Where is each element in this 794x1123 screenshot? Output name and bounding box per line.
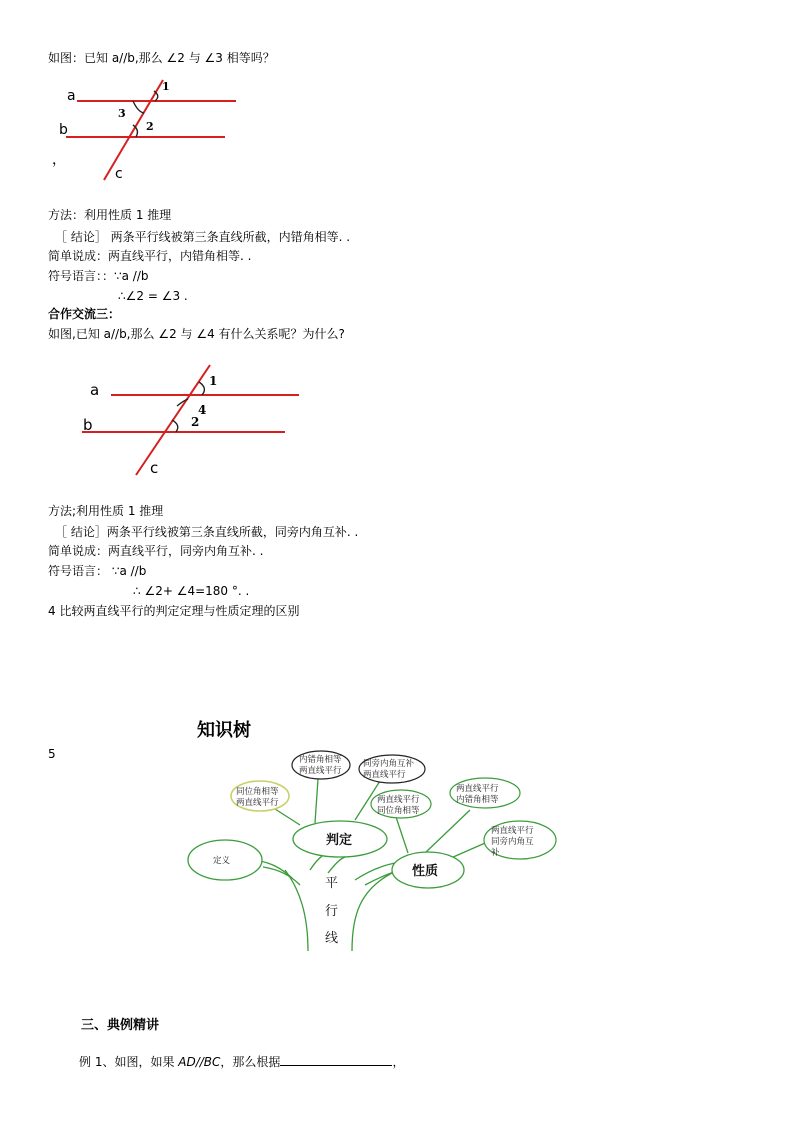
label-a: a <box>90 381 100 399</box>
trunk-char-3: 线 <box>325 931 339 946</box>
node-dingyi-label: 定义 <box>213 856 231 866</box>
symbol-1: 符号语言：：∵a //b <box>48 269 149 283</box>
label-1: 1 <box>209 374 218 388</box>
node-neicuo-xingzhi-l2: 内错角相等 <box>456 795 499 805</box>
symbol-2: 符号语言： ∵a //b <box>48 564 147 578</box>
item-5: 5 <box>48 747 56 761</box>
twig-5 <box>425 810 470 853</box>
figure-1-parallel-lines <box>48 70 288 205</box>
example-1-answer-blank[interactable] <box>280 1053 392 1066</box>
label-a: a <box>67 88 76 104</box>
knowledge-tree-title: 知识树 <box>197 720 251 741</box>
example-1-prefix: 例 1、如图，如果 <box>79 1055 179 1069</box>
method-1: 方法：利用性质 1 推理 <box>48 208 172 222</box>
example-1 <box>79 1053 404 1070</box>
node-neicuo-panding-l2: 两直线平行 <box>299 766 342 776</box>
trunk-char-1: 平 <box>325 876 339 891</box>
trunk-char-2: 行 <box>325 904 339 919</box>
node-tongwei-xingzhi-l2: 同位角相等 <box>377 806 420 816</box>
method-2: 方法;利用性质 1 推理 <box>48 504 164 518</box>
node-tongpang-panding-l2: 两直线平行 <box>363 770 406 780</box>
simple-2: 简单说成：两直线平行，同旁内角互补. . <box>48 544 264 558</box>
simple-1: 简单说成：两直线平行，内错角相等. . <box>48 249 252 263</box>
twig-1 <box>315 779 318 823</box>
section-3-heading: 三、典例精讲 <box>81 1018 160 1033</box>
angle-1-arc <box>199 382 204 395</box>
node-tongpang-xingzhi-l1: 两直线平行 <box>491 826 534 836</box>
node-tongwei-panding-l1: 同位角相等 <box>236 787 279 797</box>
conclusion-2: ［ 结论］两条平行线被第三条直线所截，同旁内角互补. . <box>55 525 359 539</box>
twig-4 <box>396 817 408 853</box>
node-tongwei-panding-l2: 两直线平行 <box>236 798 279 808</box>
node-tongwei-xingzhi-l1: 两直线平行 <box>377 795 420 805</box>
branch-panding-2 <box>328 857 345 873</box>
item-4: 4 比较两直线平行的判定定理与性质定理的区别 <box>48 604 300 618</box>
therefore-1: ∴∠2 = ∠3 . <box>118 289 188 303</box>
knowledge-tree <box>180 745 570 960</box>
node-neicuo-panding-l1: 内错角相等 <box>299 755 342 765</box>
conclusion-1: ［ 结论］ 两条平行线被第三条直线所截，内错角相等. . <box>55 230 351 244</box>
node-tongpang-xingzhi-l3: 补 <box>491 848 500 858</box>
question-1: 如图：已知 a//b,那么 ∠2 与 ∠3 相等吗？ <box>48 51 275 65</box>
node-xingzhi-label: 性质 <box>412 864 439 879</box>
therefore-2: ∴ ∠2+ ∠4=180 °. . <box>133 584 250 598</box>
node-neicuo-xingzhi-l1: 两直线平行 <box>456 784 499 794</box>
branch-xingzhi <box>355 863 395 880</box>
stray-comma: ， <box>52 152 66 168</box>
label-2: 2 <box>146 120 154 133</box>
node-tongpang-xingzhi-l2: 同旁内角互 <box>491 837 534 847</box>
question-2: 如图,已知 a//b,那么 ∠2 与 ∠4 有什么关系呢？为什么? <box>48 327 345 341</box>
label-c: c <box>115 166 123 182</box>
label-3: 3 <box>118 107 126 120</box>
twig-3 <box>275 809 300 825</box>
node-tongpang-panding-l1: 同旁内角互补 <box>363 759 415 769</box>
label-4: 4 <box>198 403 207 417</box>
example-1-condition: AD//BC <box>178 1055 221 1069</box>
label-1: 1 <box>162 80 170 93</box>
line-c <box>104 80 163 180</box>
label-2: 2 <box>191 415 200 429</box>
example-1-suffix: ， <box>392 1055 405 1069</box>
label-b: b <box>59 122 68 138</box>
coop-heading: 合作交流三： <box>48 307 121 321</box>
label-b: b <box>83 416 93 434</box>
angle-3-arc <box>133 101 144 113</box>
label-c: c <box>150 459 159 477</box>
node-panding-label: 判定 <box>326 833 353 848</box>
trunk-right <box>352 873 392 951</box>
figure-2-parallel-lines <box>75 350 335 485</box>
example-1-mid: ，那么根据 <box>220 1055 281 1069</box>
